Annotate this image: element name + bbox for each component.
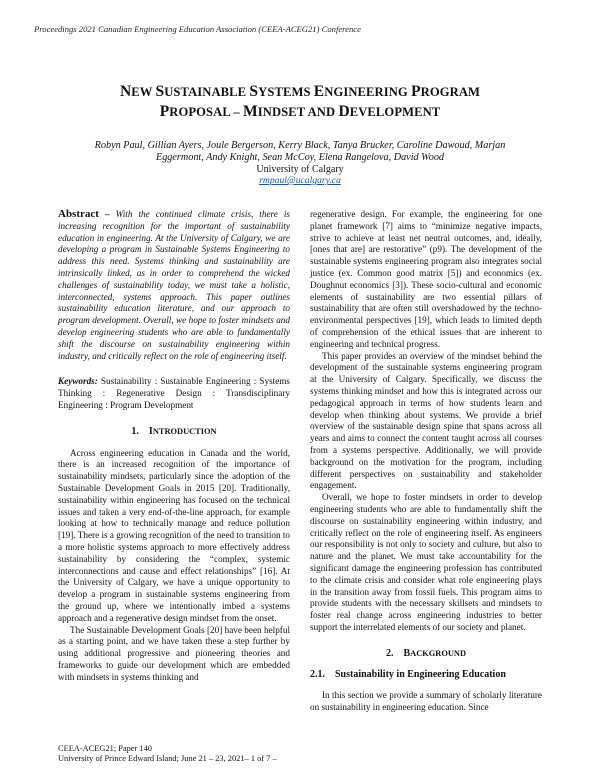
right-paragraph-2: This paper provides an overview of the mindset behind the development of the sustainable systems engineering program at the University of Calgary. Specifically, we discuss the systems thinking mindset and how this is integrated across our pedagogical approach in terms of how students learn and develop when thinking about systems. We provide a brief overview of the sustainable design spine that spans across all years and aims to connect the content taught across all courses from a systems perspective. Additionally, we will provide background on the motivation for the program, including different perspectives on sustainability and stakeholder engagement. (310, 350, 542, 491)
abstract: Abstract – With the continued climate crisis, there is increasing recognition for the important of sustainability education in engineering. At the University of Calgary, we are developing a program in Sustainable Systems Engineering to address this need. Systems thinking and sustainability are intrinsically linked, as in order to comprehend the wicked challenges of sustainability today, we must take a holistic, interconnected, systems approach. This paper outlines sustainability education literature, and our approach to program development. Overall, we hope to foster mindsets and develop engineering students who are able to fundamentally shift the discourse on sustainability engineering within industry, and critically reflect on the role of engineering itself. (58, 208, 290, 361)
right-paragraph-1: regenerative design. For example, the engineering for one planet framework [7] aims to “minimize negative impacts, strive to achieve at least net neutral outcomes, and, ideally, [ones that are] are restorative” (p9). The development of the sustainable systems engineering program also integrates social justice (ex. Common good matrix [5]) and economics (ex. Doughnut economics [3]). These socio-cultural and economic elements of sustainability are two essential pillars of sustainability that are often still overshadowed by the techno-environmental perspectives [19], which leads to limited depth of comprehension of the ethical issues that are inherent to engineering and technical progress. (310, 209, 542, 349)
author-line-2: Eggermont, Andy Knight, Sean McCoy, Elena Rangelova, David Wood (155, 152, 445, 164)
right-column (310, 209, 542, 714)
section-heading-background: 2. BACKGROUND (385, 647, 466, 659)
affiliation: University of Calgary (256, 164, 344, 175)
page-footer (58, 744, 358, 764)
keywords-text: Sustainability : Sustainable Engineering : Systems Thinking : Regenerative Design : Transdisciplinary Engineering : Program Development (58, 376, 290, 410)
running-head: Proceedings 2021 Canadian Engineering Education Association (CEEA-ACEG21) Conference (34, 24, 361, 34)
keywords-label: Keywords: (58, 376, 98, 387)
footer-line-1: CEEA-ACEG21; Paper 140 (58, 744, 152, 753)
intro-paragraph-2: The Sustainable Development Goals [20] have been helpful as a starting point, and we have taken these a step further by using additional progressive and pioneering theories and frameworks to guide our development which are embedded with mindsets in systems thinking and (58, 624, 290, 682)
intro-paragraph-1: Across engineering education in Canada and the world, there is an increased recognition of the importance of sustainability mindsets, particularly since the adoption of the Sustainable Development Goals in 2015 [20]. Traditionally, sustainability within engineering has focused on the technical issues and taken a very end-of-the-line approach, for example looking at how to technically manage and reduce pollution [19]. There is a growing recognition of the need to transition to a more holistic systems approach to more effectively address sustainability by considering the “complex, systemic interconnections and cause and effect relationships” [16]. At the University of Calgary, we have a unique opportunity to develop a program in sustainable systems engineering from the ground up, where we intentionally imbed a systems approach and a regenerative design mindset from the onset. (58, 447, 291, 623)
author-line-1: Robyn Paul, Gillian Ayers, Joule Bergerson, Kerry Black, Tanya Brucker, Caroline Dawoud, Marjan (94, 140, 506, 151)
right-paragraph-3: Overall, we hope to foster mindsets in order to develop engineering students who are able to fundamentally shift the discourse on sustainability engineering within industry, and critically reflect on the role of engineering itself. As engineers our responsibility is not only to society and culture, but also to nature and the planet. We must take accountability for the significant damage the engineering profession has contributed to the climate crisis and consider what role engineering plays in the transition away from fossil fuels. This program aims to provide students with the necessary skillsets and mindsets to foster real change across engineering industries to better support the interrelated elements of our society and planet. (310, 492, 542, 632)
subsection-heading-2-1: 2.1. Sustainability in Engineering Education (310, 669, 506, 681)
abstract-label: Abstract (58, 208, 99, 220)
title-line-2: PROPOSAL – MINDSET AND DEVELOPMENT (159, 103, 441, 120)
keywords (58, 376, 290, 411)
section-heading-introduction: 1. INTRODUCTION (131, 425, 217, 437)
author-list (30, 140, 570, 164)
footer-line-2: University of Prince Edward Island; June 21 – 23, 2021– 1 of 7 – (58, 754, 277, 763)
title-line-1: NEW SUSTAINABLE SYSTEMS ENGINEERING PROGRAM (119, 83, 481, 100)
paper-title (0, 82, 600, 122)
left-column (58, 209, 290, 683)
abstract-text: With the continued climate crisis, there is increasing recognition for the important of sustainability education in engineering. At the University of Calgary, we are developing a program in Sustainable Systems Engineering to address this need. Systems thinking and sustainability are intrinsically linked, as in order to comprehend the wicked challenges of sustainability today, we must take a holistic, interconnected, systems approach. This paper outlines sustainability education literature, and our approach to program development. Overall, we hope to foster mindsets and develop engineering students who are able to fundamentally shift the discourse on sustainability engineering within industry, and critically reflect on the role of engineering itself. (58, 209, 290, 361)
email-link[interactable]: rmpaul@ucalgary.ca (259, 175, 341, 186)
background-paragraph-1: In this section we provide a summary of scholarly literature on sustainability in engineering education. Since (310, 690, 542, 713)
